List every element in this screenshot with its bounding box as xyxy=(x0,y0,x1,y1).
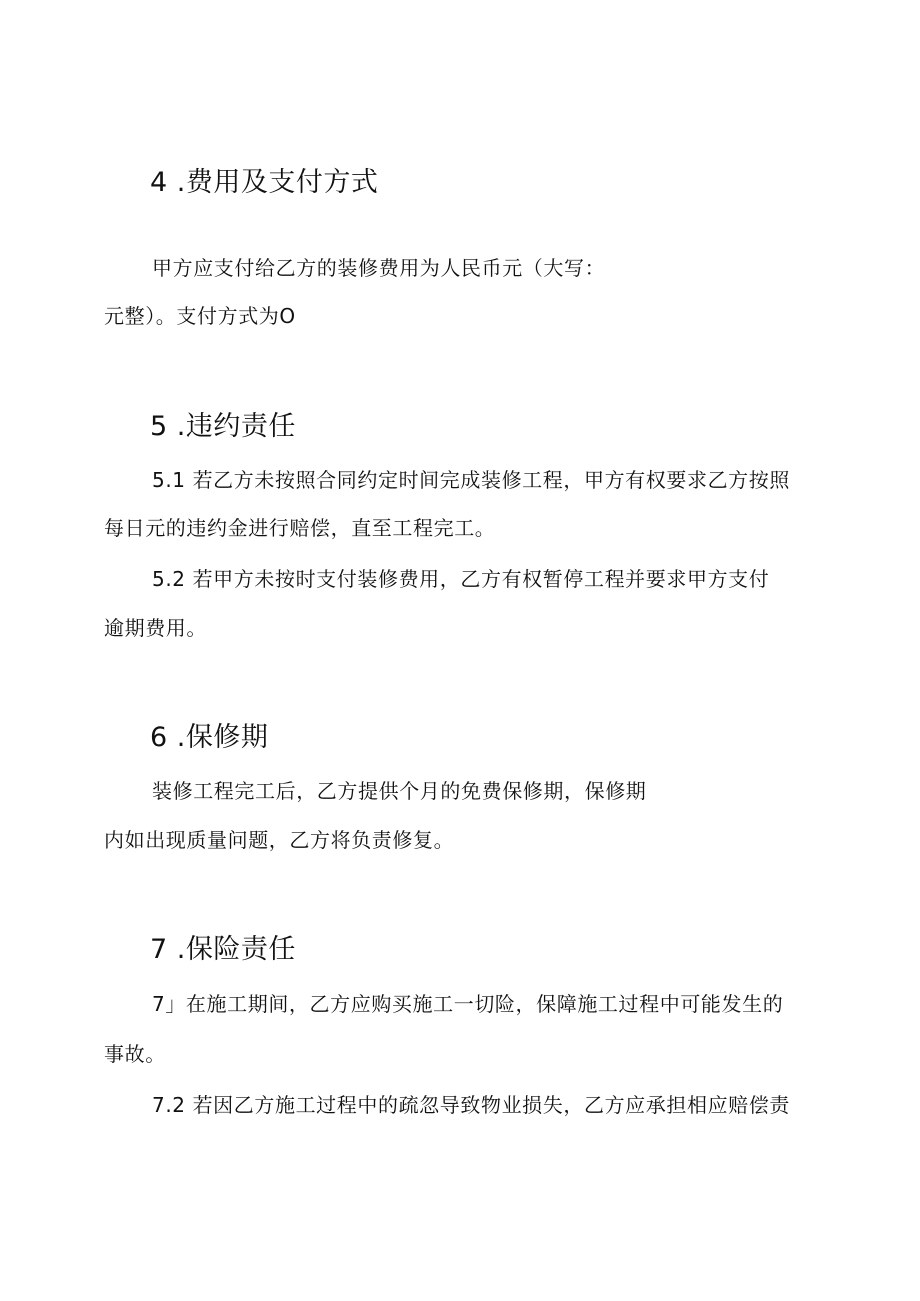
paragraph-line: 7.2 若因乙方施工过程中的疏忽导致物业损失，乙方应承担相应赔偿责 xyxy=(152,1093,790,1117)
paragraph-line: 事故。 xyxy=(104,1042,166,1066)
paragraph-line: 装修工程完工后，乙方提供个月的免费保修期，保修期 xyxy=(152,779,647,803)
paragraph-line: 逾期费用。 xyxy=(104,616,207,640)
section-heading-insurance: 7 .保险责任 xyxy=(150,934,296,965)
paragraph-line: 每日元的违约金进行赔偿，直至工程完工。 xyxy=(104,516,496,540)
paragraph-line: 甲方应支付给乙方的装修费用为人民币元（大写： xyxy=(152,256,606,280)
section-heading-fees: 4 .费用及支付方式 xyxy=(150,167,379,198)
paragraph-line: 7」在施工期间，乙方应购买施工一切险，保障施工过程中可能发生的 xyxy=(152,992,784,1016)
paragraph-line: 元整）。支付方式为O xyxy=(104,304,296,328)
paragraph-line: 5.2 若甲方未按时支付装修费用，乙方有权暂停工程并要求甲方支付 xyxy=(152,567,770,591)
section-heading-warranty: 6 .保修期 xyxy=(150,722,269,753)
section-heading-breach: 5 .违约责任 xyxy=(150,411,296,442)
paragraph-line: 内如出现质量问题，乙方将负责修复。 xyxy=(104,828,455,852)
paragraph-line: 5.1 若乙方未按照合同约定时间完成装修工程，甲方有权要求乙方按照 xyxy=(152,468,790,492)
